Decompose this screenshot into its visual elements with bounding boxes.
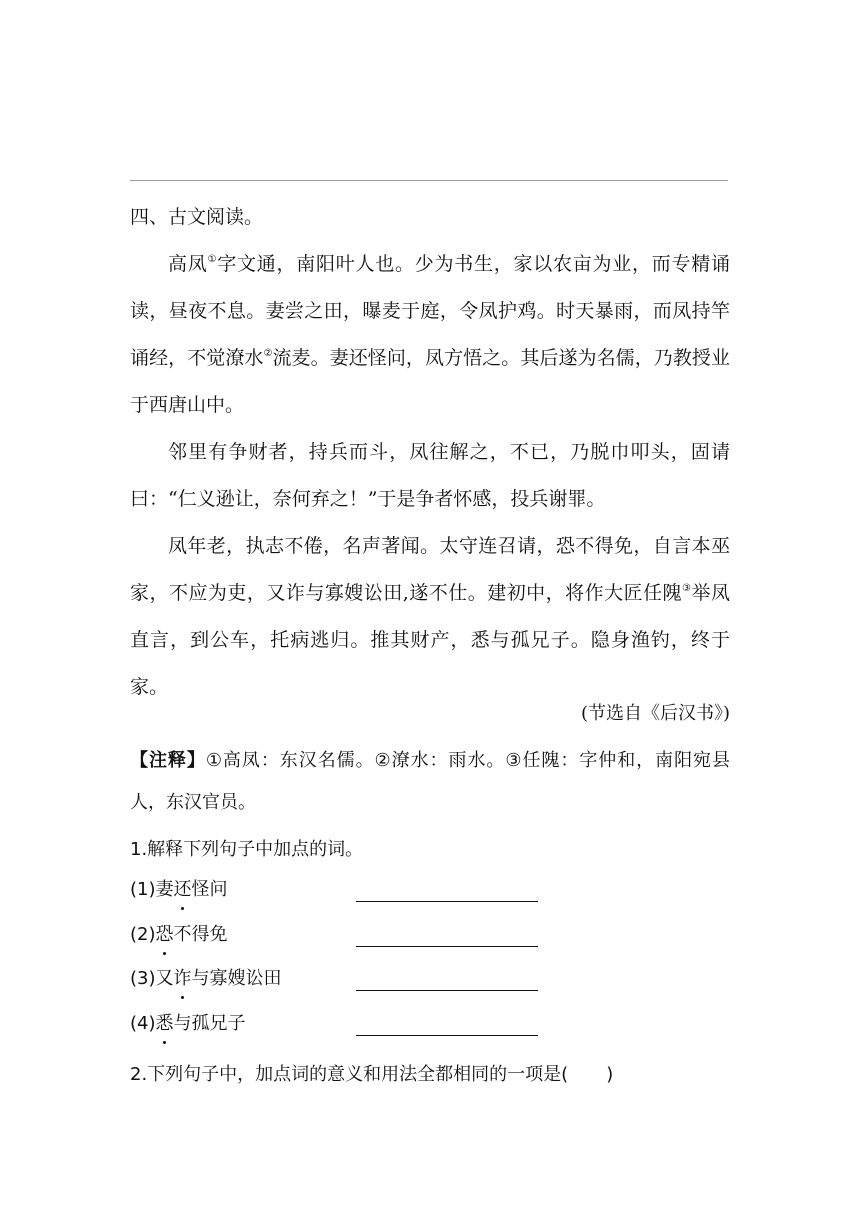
notes-label: 【注释】	[130, 750, 206, 771]
dotted-word: 恐	[156, 919, 174, 951]
item-text-prefix: (2)	[130, 924, 156, 945]
passage-text: 高凤	[168, 253, 208, 275]
item-text-suffix: 怪问	[191, 879, 228, 900]
dotted-word: 悉	[156, 1008, 174, 1040]
footnote-marker-1: ①	[207, 254, 218, 265]
question-1-item	[130, 1008, 550, 1042]
notes-text: ①高凤：东汉名儒。②潦水：雨水。③任隗：字仲和，南阳宛县人，东汉官员。	[130, 750, 730, 813]
passage-paragraph-2: 邻里有争财者，持兵而斗，凤往解之，不已，乃脱巾叩头，固请曰：“仁义逊让，奈何弃之！”于是争者怀感，投兵谢罪。	[130, 441, 730, 510]
item-text-prefix: (3)又	[130, 968, 174, 989]
item-sentence	[130, 963, 282, 995]
passage-paragraph-3	[130, 523, 730, 711]
passage-text: 字文通，南阳叶人也。少为书生，家以农亩为业，而专精诵读，昼夜不息。妻尝之田，曝麦于庭，令凤护鸡。时天暴雨，而凤持竿诵经，不觉潦水	[130, 253, 730, 369]
answer-blank[interactable]	[356, 901, 538, 902]
header-divider	[130, 180, 728, 181]
item-text-prefix: (4)	[130, 1013, 156, 1034]
item-sentence	[130, 1008, 246, 1040]
dotted-word: 诈	[174, 963, 192, 995]
answer-blank[interactable]	[356, 990, 538, 991]
question-1-item	[130, 919, 550, 953]
section-title: 四、古文阅读。	[130, 206, 264, 228]
passage-text: 举凤直言，到公车，托病逃归。推其财产，悉与孤兄子。隐身渔钓，终于家。	[130, 582, 730, 698]
question-2-title	[130, 1059, 613, 1091]
item-sentence	[130, 919, 228, 951]
item-text-prefix: (1)妻	[130, 879, 174, 900]
item-text-suffix: 与孤兄子	[173, 1013, 246, 1034]
passage-paragraph-1	[130, 241, 730, 429]
answer-blank[interactable]	[356, 946, 538, 947]
question-1-item	[130, 874, 550, 908]
classical-passage	[130, 241, 730, 711]
item-sentence	[130, 874, 228, 906]
footnote-marker-2: ②	[263, 348, 273, 359]
question-1-title: 1.解释下列句子中加点的词。	[130, 839, 364, 860]
question-2-text: 2.下列句子中，加点词的意义和用法全都相同的一项是(	[130, 1064, 569, 1085]
footnote-marker-3: ③	[682, 583, 692, 594]
passage-source: (节选自《后汉书》)	[580, 703, 730, 724]
item-text-suffix: 不得免	[173, 924, 228, 945]
answer-blank[interactable]	[356, 1035, 538, 1036]
dotted-word: 还	[174, 874, 192, 906]
question-1-item	[130, 963, 550, 997]
passage-text: 凤年老，执志不倦，名声著闻。太守连召请，恐不得免，自言本巫家，不应为吏，又诈与寡嫂讼田,遂不仕。建初中，将作大匠任隗	[130, 535, 730, 604]
annotation-notes	[130, 740, 730, 824]
passage-text: 流麦。妻还怪问，凤方悟之。其后遂为名儒，乃教授业于西唐山中。	[130, 347, 730, 416]
closing-parenthesis: )	[606, 1064, 614, 1085]
item-text-suffix: 与寡嫂讼田	[191, 968, 282, 989]
